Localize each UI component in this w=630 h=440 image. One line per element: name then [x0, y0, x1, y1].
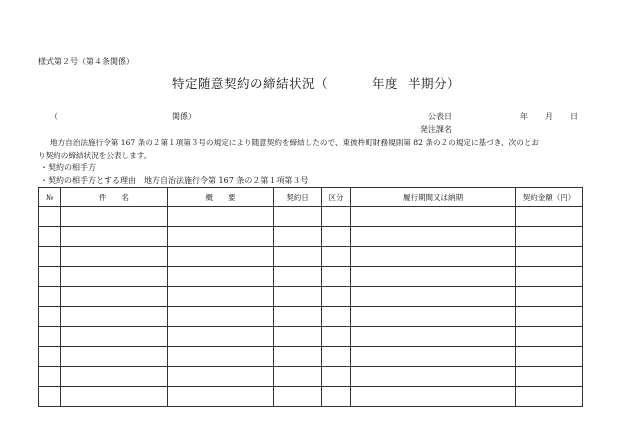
cell-number — [39, 347, 61, 367]
issuing-section-label: 発注課名 — [420, 125, 452, 134]
table-row — [39, 367, 583, 387]
cell-summary — [168, 227, 274, 247]
cell-category — [322, 347, 351, 367]
table-row — [39, 347, 583, 367]
form-number: 様式第２号（第４条関係） — [38, 57, 134, 66]
cell-period — [351, 327, 516, 347]
cell-amount — [516, 267, 583, 287]
cell-category — [322, 287, 351, 307]
cell-contract-date — [274, 267, 322, 287]
cell-amount — [516, 227, 583, 247]
cell-period — [351, 227, 516, 247]
cell-contract-date — [274, 287, 322, 307]
col-header-subject: 件 名 — [61, 188, 168, 207]
table-row — [39, 207, 583, 227]
cell-subject — [61, 387, 168, 407]
publication-date-label: 公表日 — [428, 112, 452, 121]
date-month-label: 月 — [545, 112, 553, 121]
cell-number — [39, 267, 61, 287]
department-label: 関係） — [172, 112, 196, 121]
date-day-label: 日 — [570, 112, 578, 121]
cell-summary — [168, 267, 274, 287]
contract-table — [38, 187, 583, 407]
cell-period — [351, 387, 516, 407]
cell-number — [39, 287, 61, 307]
cell-summary — [168, 367, 274, 387]
table-row — [39, 227, 583, 247]
date-year-label: 年 — [520, 112, 528, 121]
department-paren-open: （ — [50, 112, 58, 121]
cell-subject — [61, 207, 168, 227]
cell-subject — [61, 347, 168, 367]
cell-subject — [61, 267, 168, 287]
cell-subject — [61, 287, 168, 307]
cell-amount — [516, 287, 583, 307]
cell-summary — [168, 307, 274, 327]
cell-summary — [168, 387, 274, 407]
title-main: 特定随意契約の締結状況（ — [172, 76, 329, 91]
col-header-number: № — [39, 188, 61, 207]
cell-number — [39, 247, 61, 267]
col-header-summary: 概 要 — [168, 188, 274, 207]
cell-amount — [516, 367, 583, 387]
cell-contract-date — [274, 327, 322, 347]
cell-contract-date — [274, 307, 322, 327]
cell-number — [39, 367, 61, 387]
cell-amount — [516, 247, 583, 267]
cell-subject — [61, 367, 168, 387]
contract-partner-item: ・契約の相手方 — [40, 163, 96, 172]
cell-category — [322, 207, 351, 227]
intro-text-line2: り契約の締結状況を公表します。 — [38, 151, 152, 160]
cell-subject — [61, 247, 168, 267]
table-row — [39, 247, 583, 267]
table-row — [39, 387, 583, 407]
cell-subject — [61, 227, 168, 247]
cell-contract-date — [274, 387, 322, 407]
title-fiscal-year: 年度 — [372, 76, 399, 91]
cell-category — [322, 247, 351, 267]
title-half-period: 半期分） — [408, 76, 461, 91]
cell-period — [351, 347, 516, 367]
cell-subject — [61, 307, 168, 327]
intro-text-line1: 地方自治法施行令第 167 条の２第１項第３号の規定により随意契約を締結したので、東彼杵町財務規則第 82 条の２の規定に基づき、次のとお — [50, 138, 539, 147]
cell-contract-date — [274, 247, 322, 267]
cell-category — [322, 367, 351, 387]
table-body — [39, 207, 583, 407]
cell-summary — [168, 287, 274, 307]
cell-category — [322, 227, 351, 247]
cell-summary — [168, 207, 274, 227]
cell-amount — [516, 327, 583, 347]
cell-category — [322, 327, 351, 347]
cell-category — [322, 307, 351, 327]
cell-period — [351, 267, 516, 287]
col-header-contract-date: 契約日 — [274, 188, 322, 207]
cell-amount — [516, 307, 583, 327]
cell-amount — [516, 207, 583, 227]
col-header-period: 履行期間又は納期 — [351, 188, 516, 207]
table-header-row — [39, 188, 583, 207]
cell-subject — [61, 327, 168, 347]
page-title — [172, 74, 460, 92]
table-row — [39, 287, 583, 307]
cell-category — [322, 387, 351, 407]
cell-period — [351, 307, 516, 327]
table-row — [39, 307, 583, 327]
cell-contract-date — [274, 227, 322, 247]
cell-contract-date — [274, 207, 322, 227]
cell-number — [39, 307, 61, 327]
cell-contract-date — [274, 347, 322, 367]
cell-summary — [168, 247, 274, 267]
col-header-category: 区分 — [322, 188, 351, 207]
cell-period — [351, 287, 516, 307]
cell-amount — [516, 347, 583, 367]
cell-category — [322, 267, 351, 287]
cell-period — [351, 247, 516, 267]
cell-summary — [168, 327, 274, 347]
cell-amount — [516, 387, 583, 407]
contract-reason-item: ・契約の相手方とする理由 地方自治法施行令第 167 条の２第１項第３号 — [40, 176, 309, 185]
table-row — [39, 267, 583, 287]
col-header-amount: 契約金額（円） — [516, 188, 583, 207]
cell-contract-date — [274, 367, 322, 387]
cell-number — [39, 207, 61, 227]
cell-period — [351, 367, 516, 387]
cell-period — [351, 207, 516, 227]
cell-number — [39, 227, 61, 247]
table-row — [39, 327, 583, 347]
cell-summary — [168, 347, 274, 367]
cell-number — [39, 387, 61, 407]
cell-number — [39, 327, 61, 347]
